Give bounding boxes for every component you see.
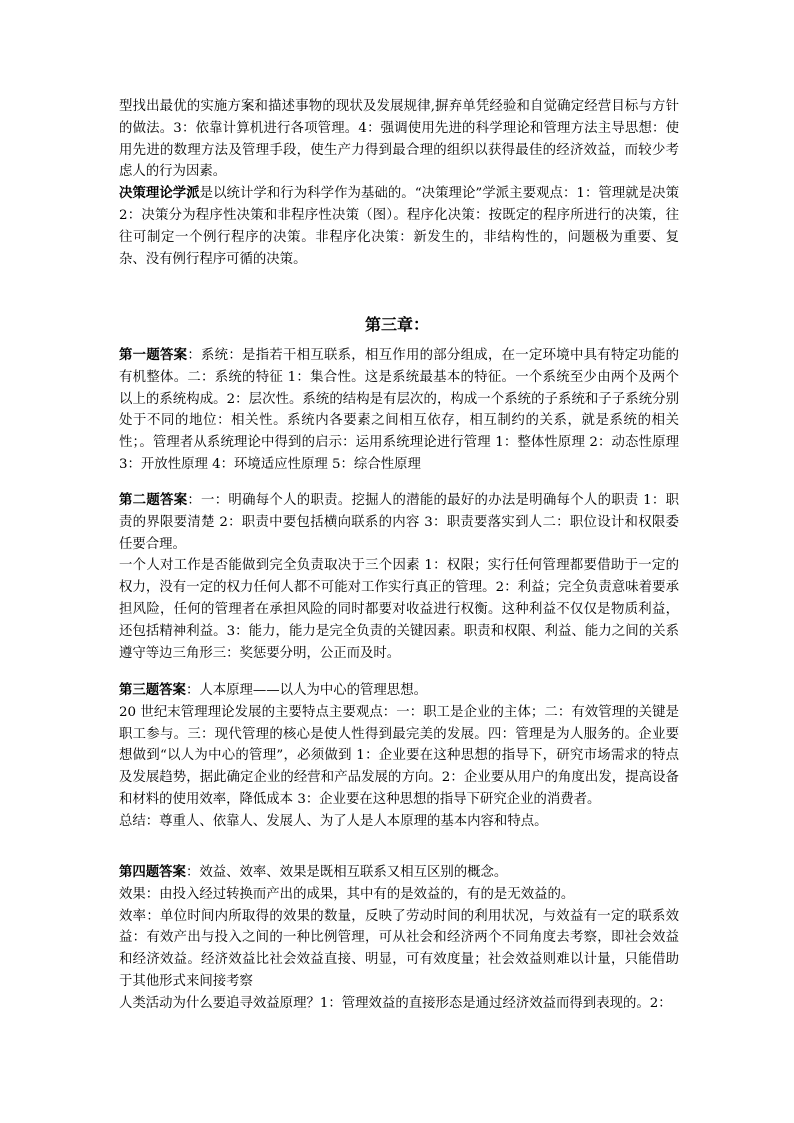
answer-3	[119, 680, 679, 833]
answer-2	[119, 490, 679, 664]
chapter-title: 第三章：	[364, 315, 429, 334]
answer-2-paragraph	[119, 490, 679, 555]
answer-3-text: ：人本原理——以人为中心的管理思想。	[185, 683, 427, 698]
answer-4-label: 第四题答案	[119, 864, 186, 880]
answer-4-question: 人类活动为什么要追寻效益原理？1：管理效益的直接形态是通过经济效益而得到表现的。2：	[119, 995, 672, 1011]
decision-school-text: 是以统计学和行为科学作为基础的。“决策理论”学派主要观点：1：管理就是决策 2：决策分为程序性决策和非程序性决策（图）。程序化决策：按既定的程序所进行的决策，往往可制定一个例行程序的决策。非程序化决策：新发生的，非结构性的，问题极为重要、复杂、没有例行程序可循的决策。	[119, 186, 679, 267]
decision-school-label: 决策理论学派	[119, 185, 200, 202]
answer-2-label: 第二题答案	[119, 492, 188, 508]
answer-3-paragraph	[119, 680, 679, 702]
answer-1-paragraph	[119, 345, 679, 476]
answer-4-paragraph	[119, 862, 679, 884]
paragraph-scientific-management: 型找出最优的实施方案和描述事物的现状及发展规律,摒弃单凭经验和自觉确定经营目标与方针的做法。3：依靠计算机进行各项管理。4：强调使用先进的科学理论和管理方法主导思想：使用先进的数理方法及管理手段，使生产力得到最合理的组织以获得最佳的经济效益，而较少考虑人的行为因素。	[119, 99, 679, 180]
answer-4-text: ：效益、效率、效果是既相互联系又相互区别的概念。	[185, 865, 508, 880]
top-section	[119, 96, 679, 270]
answer-3-label: 第三题答案	[119, 682, 186, 698]
answer-2-text: ：一：明确每个人的职责。挖掘人的潜能的最好的办法是明确每个人的职责 1：职责的界限要清楚 2：职责中要包括横向联系的内容 3：职责要落实到人二：职位设计和权限委任要合理。	[119, 493, 680, 552]
answer-4	[119, 862, 679, 1015]
answer-4-effect: 效果：由投入经过转换而产出的成果，其中有的是效益的，有的是无效益的。	[119, 886, 575, 902]
paragraph-decision-school	[119, 183, 679, 270]
answer-1-label: 第一题答案	[119, 347, 188, 363]
answer-3-paragraph-2: 20 世纪末管理理论发展的主要特点主要观点：一：职工是企业的主体；二：有效管理的关键是职工参与。三：现代管理的核心是使人性得到最完美的发展。四：管理是为人服务的。企业要想做到“以人为中心的管理”，必须做到 1：企业要在这种思想的指导下，研究市场需求的特点及发展趋势，据此确定企业的经营和产品发展的方向。2：企业要从用户的角度出发，提高设备和材料的使用效率，降低成本 3：企业要在这种思想的指导下研究企业的消费者。	[119, 704, 679, 807]
answer-1	[119, 345, 679, 476]
answer-1-text: ：系统：是指若干相互联系，相互作用的部分组成，在一定环境中具有特定功能的有机整体。二：系统的特征 1：集合性。这是系统最基本的特征。一个系统至少由两个及两个以上的系统构成。2：层次性。系统的结构是有层次的，构成一个系统的子系统和子子系统分别处于不同的地位：相关性。系统内各要素之间相互依存，相互制约的关系，就是系统的相关性；。管理者从系统理论中得到的启示：运用系统理论进行管理 1：整体性原理 2：动态性原理 3：开放性原理 4：环境适应性原理 5：综合性原理	[119, 348, 679, 472]
answer-4-efficiency: 效率：单位时间内所取得的效果的数量，反映了劳动时间的利用状况，与效益有一定的联系效益：有效产出与投入之间的一种比例管理，可从社会和经济两个不同角度去考察，即社会效益和经济效益。经济效益比社会效益直接、明显，可有效度量；社会效益则难以计量，只能借助于其他形式来间接考察	[119, 908, 679, 989]
answer-3-summary: 总结：尊重人、依靠人、发展人、为了人是人本原理的基本内容和特点。	[119, 813, 548, 829]
answer-2-paragraph-2: 一个人对工作是否能做到完全负责取决于三个因素 1：权限；实行任何管理都要借助于一定的权力，没有一定的权力任何人都不可能对工作实行真正的管理。2：利益；完全负责意味着要承担风险，任何的管理者在承担风险的同时都要对收益进行权衡。这种利益不仅仅是物质利益，还包括精神利益。3：能力，能力是完全负责的关键因素。职责和权限、利益、能力之间的关系遵守等边三角形三：奖惩要分明，公正而及时。	[119, 558, 679, 661]
